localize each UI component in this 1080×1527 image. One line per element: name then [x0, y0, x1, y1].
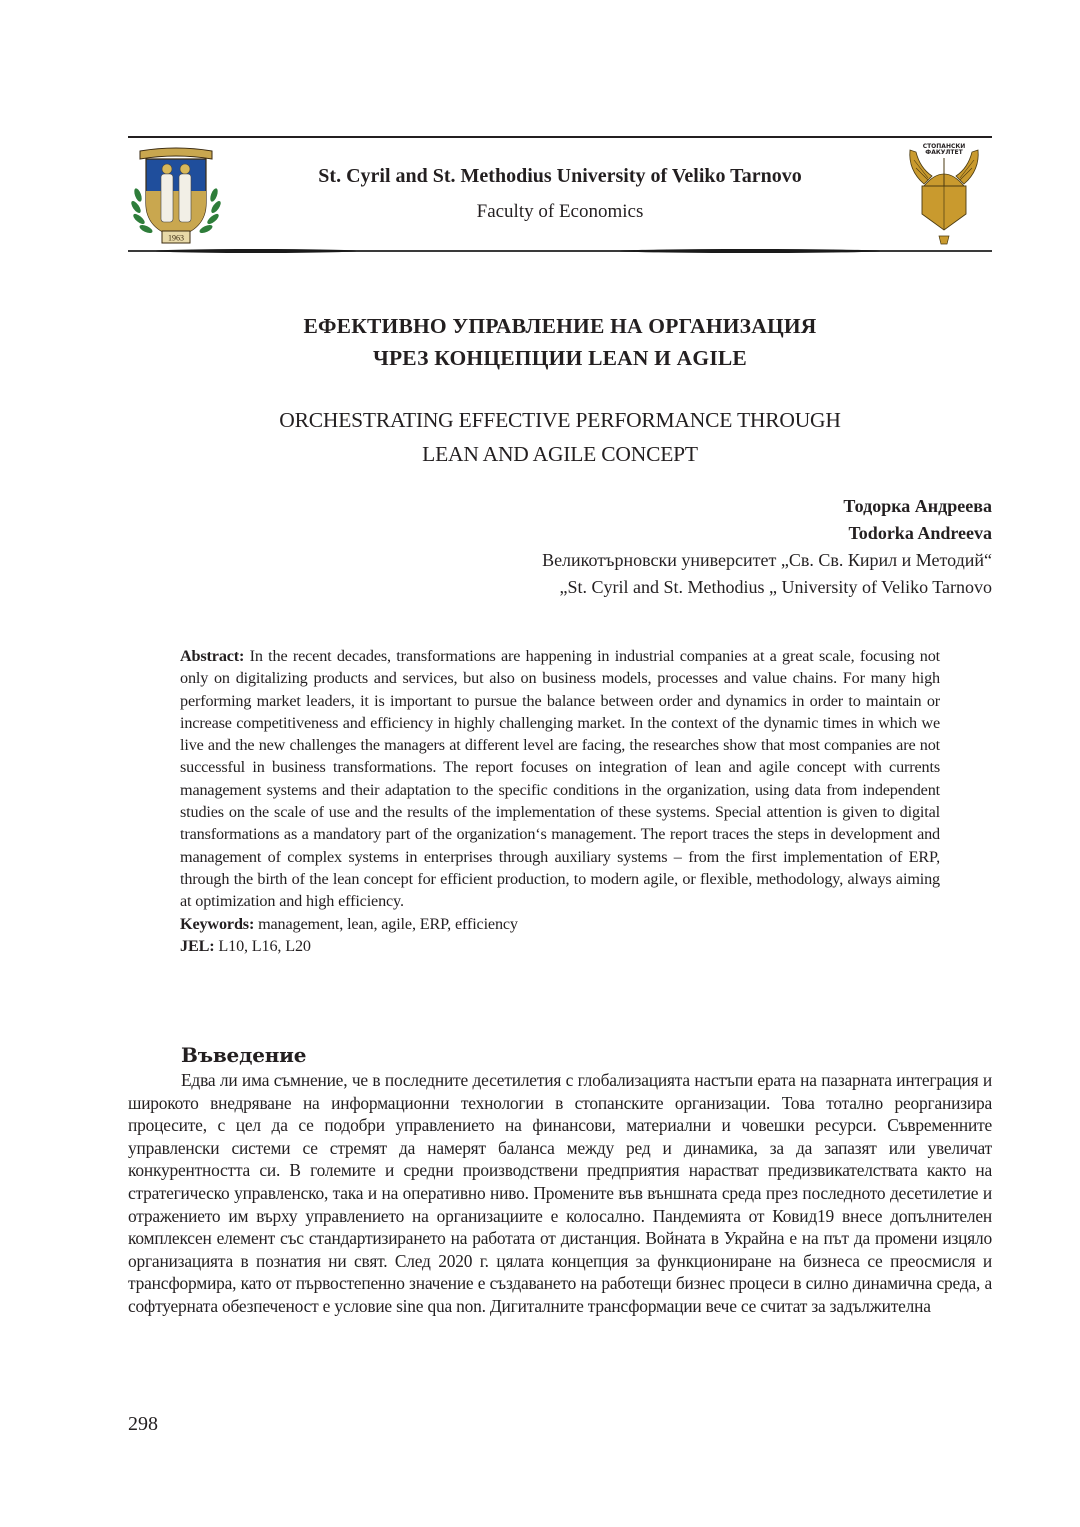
svg-text:СТОПАНСКИ: СТОПАНСКИ: [922, 143, 966, 150]
affiliation-bg: Великотърновски университет „Св. Св. Кирил и Методий“: [542, 550, 992, 570]
jel-line: [180, 935, 940, 957]
title-bg-line-2: ЧРЕЗ КОНЦЕПЦИИ LEAN И AGILE: [373, 346, 747, 370]
introduction-paragraph: Едва ли има съмнение, че в последните десетилетия с глобализацията настъпи ерата на пазарната интеграция и широкото внедряване на информационни технологии в стопанските организации. Това тотално реорганизира процесите, с цел да се подобри управлението на финансови, материални и човешки ресурси. Съвременните управленски системи се стремят да намерят баланса между ред и динамика, за да запазят или увеличат конкурентността си. В големите и средни производствени предприятия нарастват предизвикателствата както на стратегическо управленско, така и на оперативно ниво. Промените във външната среда през последното десетилетие и отражението им върху управлението на организациите е колосално. Пандемията от Ковид19 внесе допълнителен комплексен елемент със стандартизирането на работата от дистанция. Войната в Украйна е на път да промени изцяло организацията в познатия ни свят. След 2020 г. цялата концепция за функциониране на бизнеса се преосмисля и трансформира, като от първостепенно значение е създаването на работещи бизнес процеси в силно динамична среда, а софтуерната обезпеченост е условие sine qua non. Дигиталните трансформации вече се считат за задължителна: [128, 1070, 992, 1316]
faculty-name: Faculty of Economics: [476, 201, 644, 222]
svg-text:ФАКУЛТЕТ: ФАКУЛТЕТ: [925, 149, 963, 156]
title-english: [0, 403, 1080, 471]
jel-text: L10, L16, L20: [214, 936, 311, 955]
keywords-label: Keywords:: [180, 914, 255, 933]
svg-text:1963: 1963: [168, 233, 184, 243]
keywords-text: management, lean, agile, ERP, efficiency: [254, 914, 518, 933]
title-bulgarian: [0, 310, 1080, 374]
introduction-body: [128, 1069, 992, 1318]
jel-label: JEL:: [180, 936, 215, 955]
page-number: 298: [128, 1413, 158, 1435]
university-crest-icon: [130, 145, 222, 245]
header-bottom-rule: [128, 250, 992, 252]
section-heading-introduction: Въведение: [181, 1043, 307, 1067]
title-bg-line-1: ЕФЕКТИВНО УПРАВЛЕНИЕ НА ОРГАНИЗАЦИЯ: [303, 314, 817, 338]
abstract-label: Abstract:: [180, 647, 245, 665]
author-name-en: Todorka Andreeva: [848, 523, 992, 543]
author-name-bg: Тодорка Андреева: [843, 496, 992, 516]
faculty-helmet-icon: [906, 140, 982, 248]
header-top-rule: [128, 136, 992, 138]
title-en-line-1: ORCHESTRATING EFFECTIVE PERFORMANCE THROUGH: [279, 408, 841, 432]
affiliation-en: „St. Cyril and St. Methodius „ University of Veliko Tarnovo: [559, 577, 992, 597]
abstract-block: [180, 645, 940, 957]
author-block: [542, 493, 992, 601]
university-name: St. Cyril and St. Methodius University of Veliko Tarnovo: [318, 165, 802, 187]
keywords-line: [180, 913, 940, 935]
title-en-line-2: LEAN AND AGILE CONCEPT: [422, 442, 698, 466]
abstract-text: In the recent decades, transformations are happening in industrial companies at a great scale, focusing not only on digitalizing products and services, but also on business models, processes and value chains. For many high performing market leaders, it is important to pursue the balance between order and dynamics in order to maintain or increase competitiveness and efficiency in highly challenging market. In the context of the dynamic times in which we live and the new challenges the managers at different level are facing, the researches show that most companies are not successful in business transformations. The report focuses on integration of lean and agile concept with currents management systems and their adaptation to the specific conditions in the organization, using data from independent studies on the scale of use and the results of the implementation of these systems. Special attention is given to digital transformations as a mandatory part of the organization‘s management. The report traces the steps in development and management of complex systems in enterprises through auxiliary systems – from the first implementation of ERP, through the birth of the lean concept for efficient production, to modern agile, or flexible, methodology, always aiming at optimization and high efficiency.: [180, 647, 940, 911]
abstract-paragraph: [180, 645, 940, 913]
